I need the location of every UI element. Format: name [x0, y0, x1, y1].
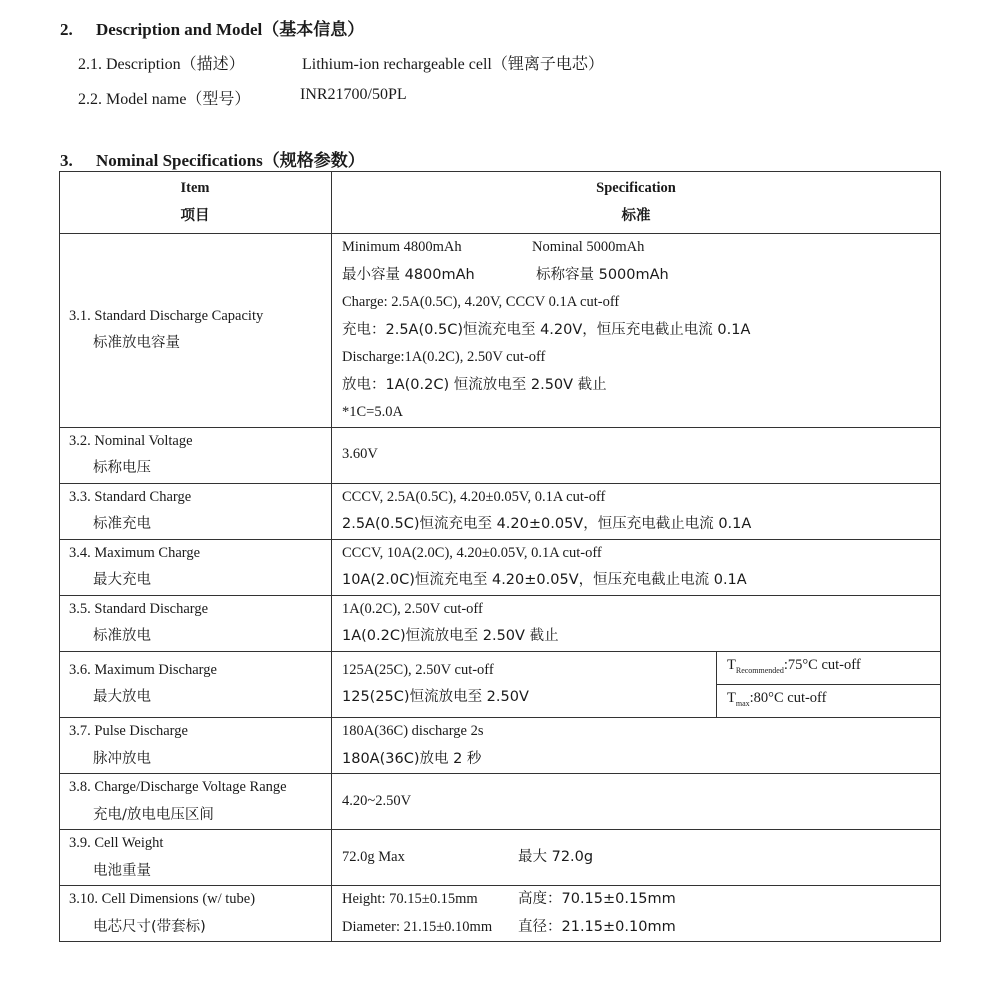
- spec-cell: 4.20~2.50V: [332, 774, 941, 830]
- item-cell: 3.9. Cell Weight 电池重量: [60, 830, 332, 886]
- table-row: [60, 539, 941, 595]
- section-title: Nominal Specifications: [96, 151, 263, 170]
- spec-cell: Minimum 4800mAh Nominal 5000mAh 最小容量 4800mAh 标称容量 5000mAh Charge: 2.5A(0.5C), 4.20V, CCCV 0.1A cut-off 充电：2.5A(0.5C)恒流充电至 4.20V，恒压充电截止电流 0.1A Discharge:1A(0.2C), 2.50V cut-off 放电：1A(0.2C) 恒流放电至 2.50V 截止 *1C=5.0A: [332, 234, 941, 428]
- table-row: [60, 234, 941, 428]
- item-cell: 3.10. Cell Dimensions (w/ tube) 电芯尺寸(带套标): [60, 886, 332, 942]
- table-row: [60, 774, 941, 830]
- model-label: 2.2. Model name: [78, 91, 187, 108]
- description-value: Lithium-ion rechargeable cell（锂离子电芯）: [302, 54, 604, 73]
- description-label: 2.1. Description: [78, 56, 181, 73]
- item-cell: 3.7. Pulse Discharge 脉冲放电: [60, 718, 332, 774]
- spec-cell: CCCV, 2.5A(0.5C), 4.20±0.05V, 0.1A cut-off 2.5A(0.5C)恒流充电至 4.20±0.05V，恒压充电截止电流 0.1A: [332, 483, 941, 539]
- section-title-cn: （基本信息）: [262, 20, 365, 40]
- temp-max-cell: $T_{max}:80^\circ C$ cut-off: [717, 684, 941, 717]
- table-row: [60, 886, 941, 942]
- spec-cell: 125A(25C), 2.50V cut-off 125(25C)恒流放电至 2.50V: [332, 651, 717, 718]
- item-cell: 3.2. Nominal Voltage 标称电压: [60, 427, 332, 483]
- table-row: [60, 595, 941, 651]
- table-row: [60, 427, 941, 483]
- section-2-heading: [60, 15, 364, 40]
- temp-recommended-cell: $T_{Recommended}:75^\circ C$ cut-off: [717, 651, 941, 684]
- table-row: [60, 830, 941, 886]
- spec-cell: 180A(36C) discharge 2s 180A(36C)放电 2 秒: [332, 718, 941, 774]
- spec-cell: 3.60V: [332, 427, 941, 483]
- section-number: 2.: [60, 20, 73, 39]
- section-title-cn: （规格参数）: [262, 151, 365, 171]
- table-row: [60, 483, 941, 539]
- item-cell: 3.3. Standard Charge 标准充电: [60, 483, 332, 539]
- spec-cell: CCCV, 10A(2.0C), 4.20±0.05V, 0.1A cut-off 10A(2.0C)恒流充电至 4.20±0.05V，恒压充电截止电流 0.1A: [332, 539, 941, 595]
- item-cell: 3.4. Maximum Charge 最大充电: [60, 539, 332, 595]
- header-item: Item 项目: [60, 172, 332, 234]
- section-3-heading: [60, 146, 365, 171]
- table-row: [60, 651, 941, 684]
- model-label-cn: （型号）: [186, 89, 251, 108]
- model-value: INR21700/50PL: [300, 86, 407, 103]
- description-label-cn: （描述）: [180, 54, 245, 73]
- section-title: Description and Model: [96, 20, 263, 39]
- table-row: [60, 718, 941, 774]
- spec-cell: 72.0g Max 最大 72.0g: [332, 830, 941, 886]
- header-spec: Specification 标准: [332, 172, 941, 234]
- table-header-row: [60, 172, 941, 234]
- spec-cell: Height: 70.15±0.15mm 高度：70.15±0.15mm Diameter: 21.15±0.10mm 直径：21.15±0.10mm: [332, 886, 941, 942]
- section-number: 3.: [60, 151, 73, 170]
- spec-table: [59, 171, 941, 942]
- item-cell: 3.1. Standard Discharge Capacity 标准放电容量: [60, 234, 332, 428]
- model-row: [78, 86, 407, 109]
- item-cell: 3.5. Standard Discharge 标准放电: [60, 595, 332, 651]
- item-cell: 3.8. Charge/Discharge Voltage Range 充电/放电电压区间: [60, 774, 332, 830]
- description-row: [78, 51, 604, 74]
- item-cell: 3.6. Maximum Discharge 最大放电: [60, 651, 332, 718]
- spec-cell: 1A(0.2C), 2.50V cut-off 1A(0.2C)恒流放电至 2.50V 截止: [332, 595, 941, 651]
